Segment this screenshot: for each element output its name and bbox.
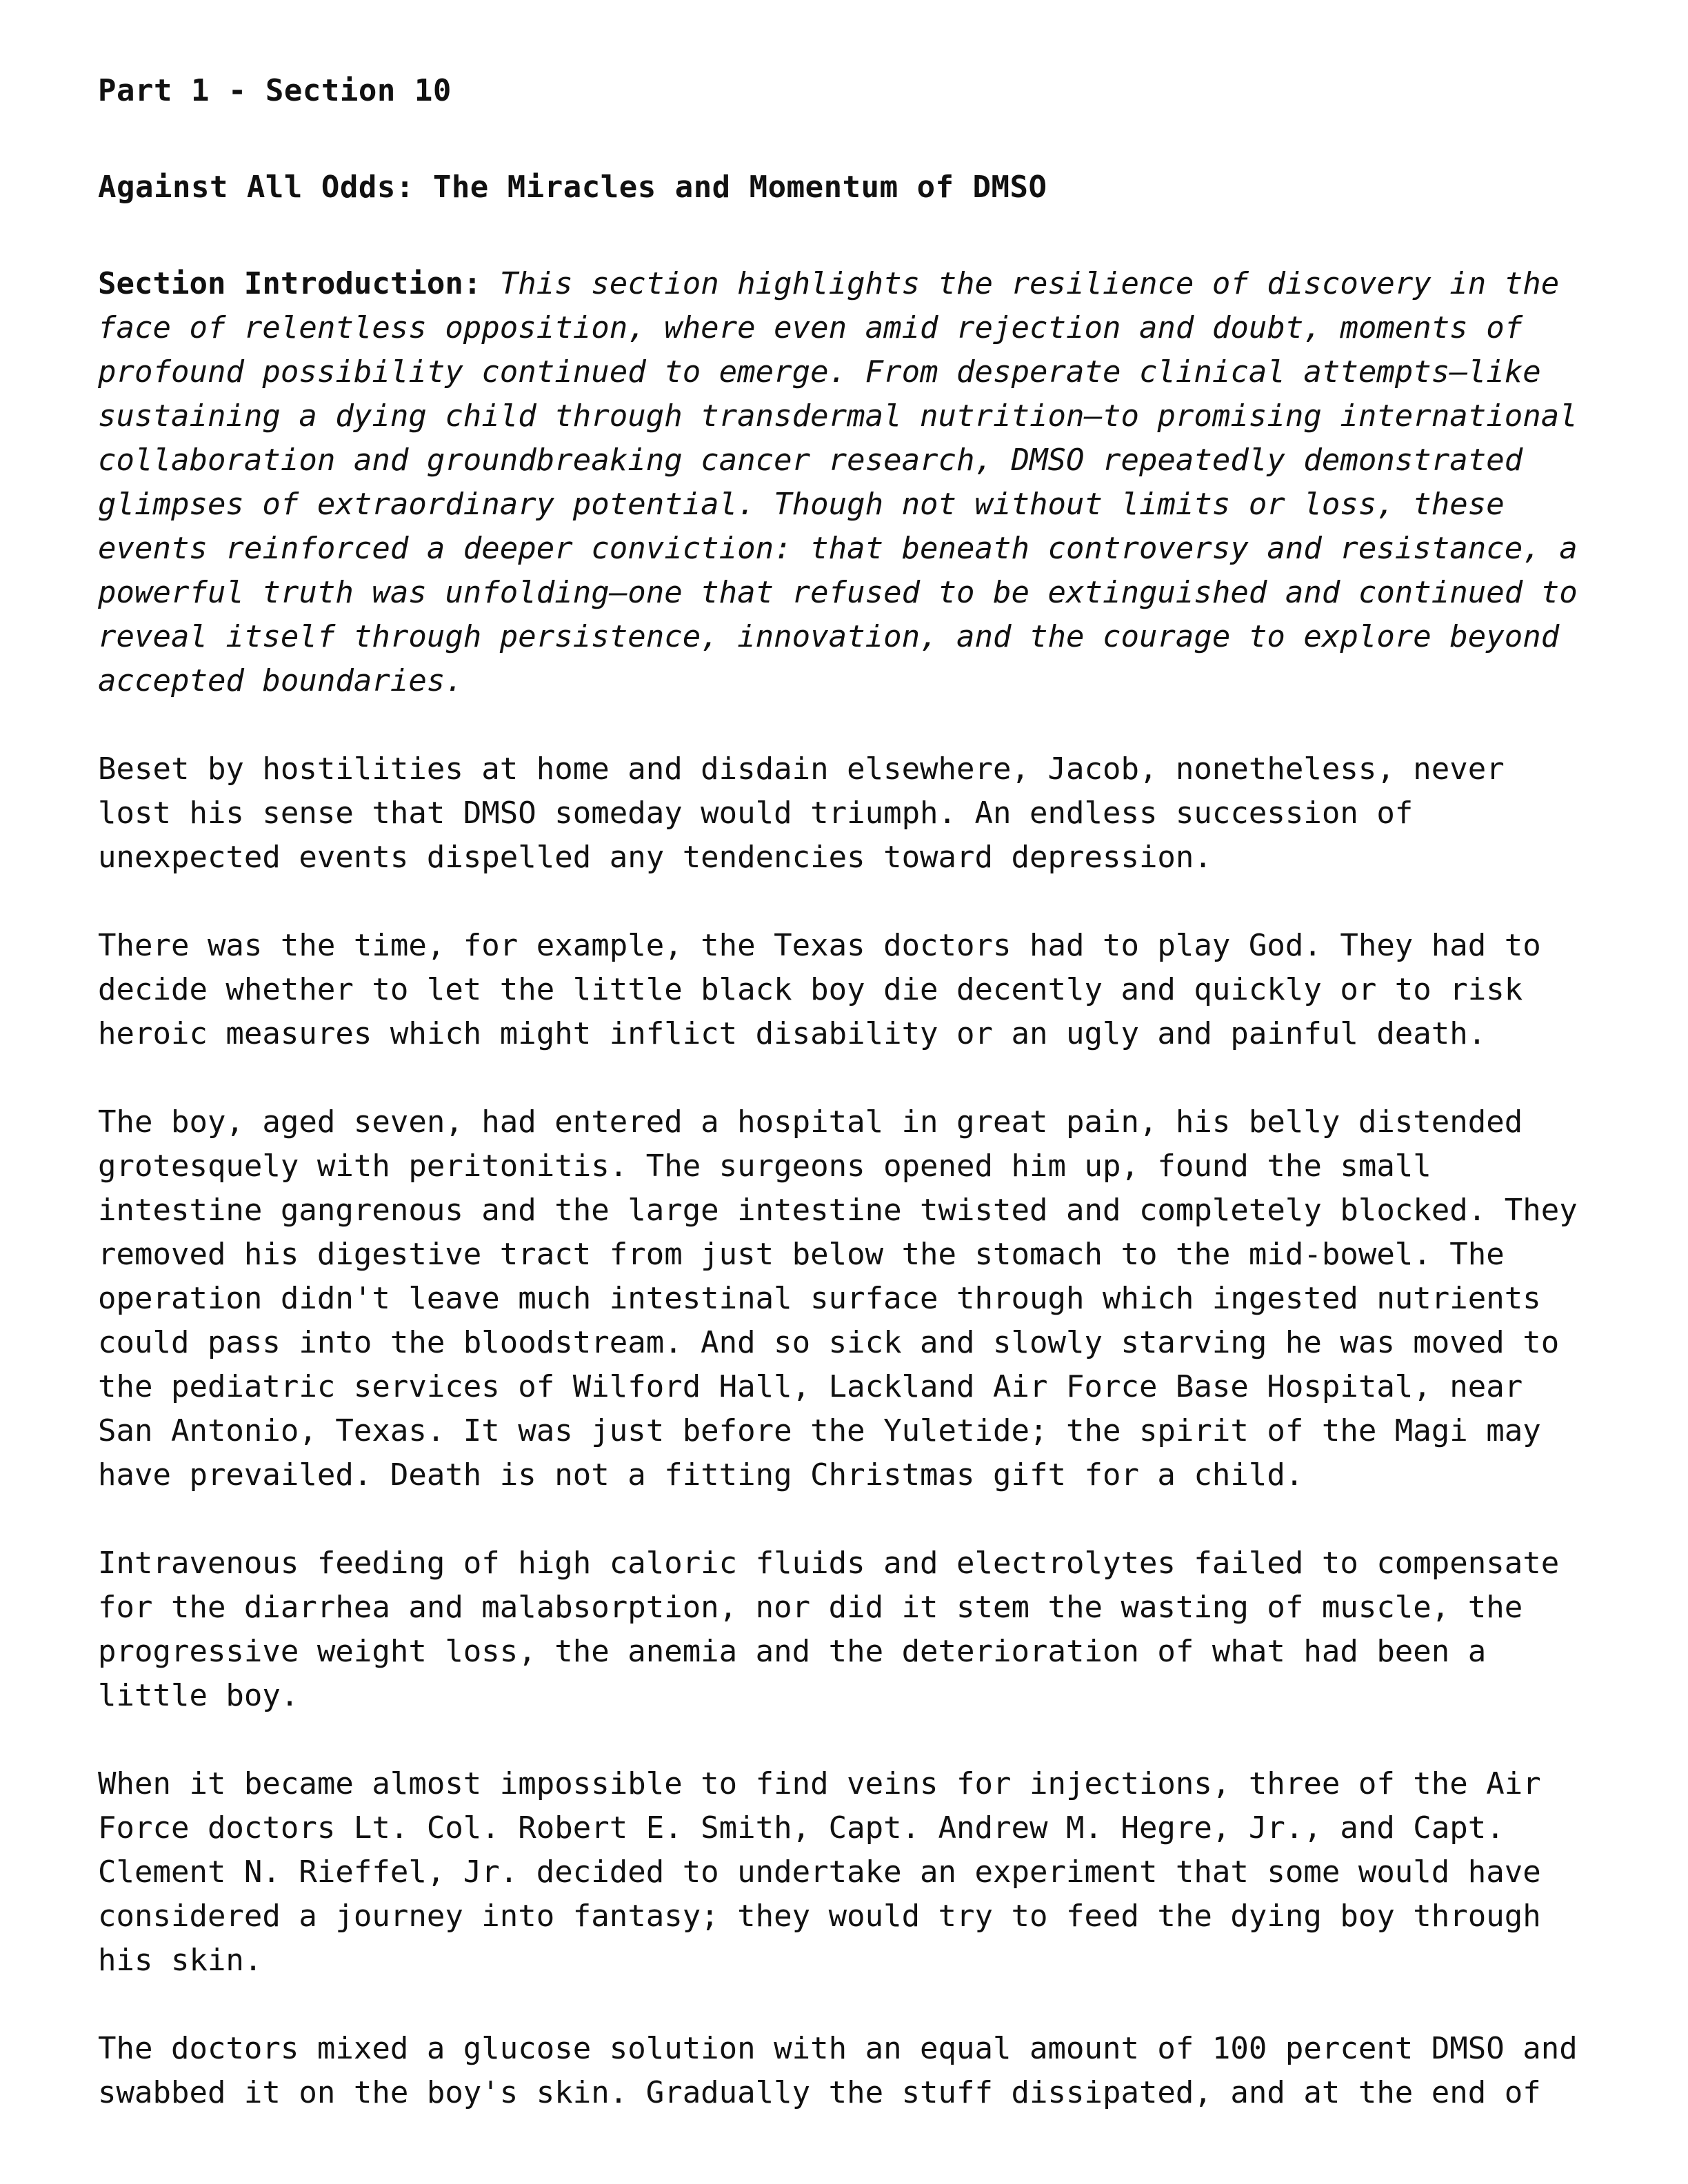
paragraph-3: The boy, aged seven, had entered a hospital in great pain, his belly distended grotesquely with peritonitis. The surgeons opened him up, found the small intestine gangrenous and the large intestine twisted and completely blocked. They removed his digestive tract from just below the stomach to the mid-bowel. The operation didn't leave much intestinal surface through which ingested nutrients could pass into the bloodstream. And so sick and slowly starving he was moved to the pediatric services of Wilford Hall, Lackland Air Force Base Hospital, near San Antonio, Texas. It was just before the Yuletide; the spirit of the Magi may have prevailed. Death is not a fitting Christmas gift for a child. [98, 1104, 1578, 1493]
part-title: Part 1 - Section 10 [98, 73, 452, 108]
intro-label: Section Introduction: [98, 266, 482, 301]
document-page [98, 69, 1601, 2159]
paragraph-5: When it became almost impossible to find veins for injections, three of the Air Force doctors Lt. Col. Robert E. Smith, Capt. Andrew M. Hegre, Jr., and Capt. Clement N. Rieffel, Jr. decided to undertake an experiment that some would have considered a journey into fantasy; they would try to feed the dying boy through his skin. [98, 1766, 1541, 1978]
paragraph-1: Beset by hostilities at home and disdain elsewhere, Jacob, nonetheless, never lost his sense that DMSO someday would triumph. An endless succession of unexpected events dispelled any tendencies toward depression. [98, 751, 1505, 875]
intro-text: This section highlights the resilience of discovery in the face of relentless opposition, where even amid rejection and doubt, moments of profound possibility continued to emerge. From desperate clinical attempts—like sustaining a dying child through transdermal nutrition—to promising international collaboration and groundbreaking cancer research, DMSO repeatedly demonstrated glimpses of extraordinary potential. Though not without limits or loss, these events reinforced a deeper conviction: that beneath controversy and resistance, a powerful truth was unfolding—one that refused to be extinguished and continued to reveal itself through persistence, innovation, and the courage to explore beyond accepted boundaries. [98, 266, 1578, 698]
paragraph-2: There was the time, for example, the Texas doctors had to play God. They had to decide whether to let the little black boy die decently and quickly or to risk heroic measures which might inflict disability or an ugly and painful death. [98, 928, 1541, 1051]
section-introduction [98, 262, 1601, 703]
section-title: Against All Odds: The Miracles and Momentum of DMSO [98, 170, 1047, 205]
paragraph-4: Intravenous feeding of high caloric fluids and electrolytes failed to compensate for the diarrhea and malabsorption, nor did it stem the wasting of muscle, the progressive weight loss, the anemia and the deterioration of what had been a little boy. [98, 1546, 1560, 1713]
paragraph-6: The doctors mixed a glucose solution with an equal amount of 100 percent DMSO and swabbed it on the boy's skin. Gradually the stuff dissipated, and at the end of [98, 2031, 1578, 2110]
